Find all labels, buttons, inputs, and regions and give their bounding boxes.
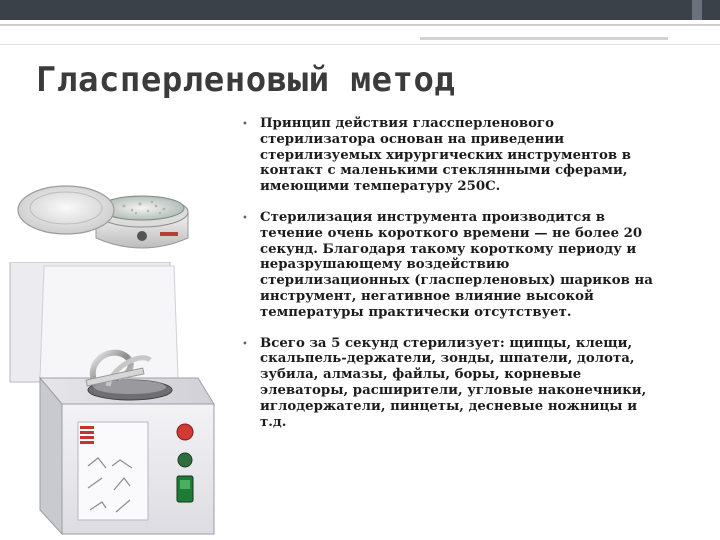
bullet-text: Принцип действия глассперленового стерилизатора основан на приведении стерилизуемых хирургических инструментов в контакт с маленькими стеклянными сферами, имеющими температуру 250С. (260, 116, 632, 195)
bullet-item (242, 116, 662, 195)
bullet-item (242, 210, 662, 321)
slide-title: Гласперленовый метод (36, 60, 456, 100)
top-decor-accent (692, 0, 702, 20)
bullet-dot-icon: • (242, 119, 248, 130)
decor-rule-short (420, 37, 668, 40)
round-sterilizer-image (14, 150, 190, 258)
bullet-list (242, 116, 662, 445)
decor-rule (0, 24, 720, 26)
bullet-text: Всего за 5 секунд стерилизует: щипцы, клещи, скальпель-держатели, зонды, шпатели, долота, зубила, алмазы, файлы, боры, корневые элеваторы, расширители, угловые наконечники, иглодержатели, пинцеты, десневые ножницы и т.д. (260, 335, 647, 430)
bullet-text: Стерилизация инструмента производится в течение очень короткого времени — не более 20 секунд. Благодаря такому короткому периоду и неразрушающему воздействию стерилизационных (гласперленовых) шариков на инструмент, негативное влияние высокой температуры практически отсутствует. (260, 209, 653, 320)
bullet-dot-icon: • (242, 212, 248, 224)
bullet-dot-icon: • (242, 338, 248, 350)
top-decor-bar (0, 0, 720, 20)
bullet-item (242, 336, 662, 431)
box-sterilizer-image (0, 262, 232, 540)
decor-rule-thin (0, 44, 720, 45)
